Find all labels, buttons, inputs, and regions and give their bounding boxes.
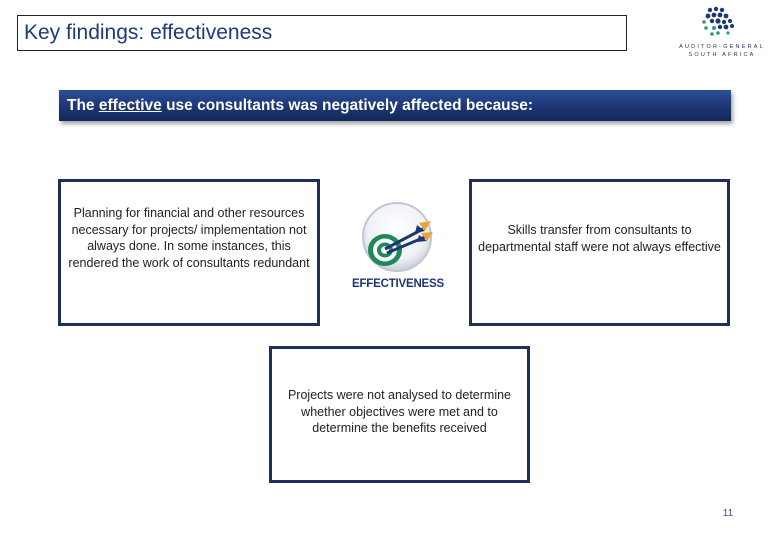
slide-title: Key findings: effectiveness: [17, 15, 627, 51]
findings-banner: [59, 90, 731, 121]
logo-line-2: SOUTH AFRICA: [688, 52, 756, 58]
finding-card-projects-analysis: [269, 346, 530, 483]
banner-suffix: use consultants was negatively affected because:: [161, 96, 534, 114]
banner-underlined-word: effective: [98, 96, 162, 114]
banner-prefix: The: [67, 96, 99, 114]
finding-text: Projects were not analysed to determine whether objectives were met and to determine the benefits received: [287, 388, 512, 435]
logo-dots: [706, 7, 734, 30]
finding-card-skills-transfer: [469, 179, 730, 326]
finding-card-planning: [58, 179, 320, 326]
finding-text: Planning for financial and other resources necessary for projects/ implementation not always done. In some instances, this rendered the work of consultants redundant: [68, 206, 310, 270]
logo-line-1: AUDITOR-GENERAL: [679, 44, 765, 50]
page-number: 11: [722, 508, 734, 519]
effectiveness-label: EFFECTIVENESS: [352, 278, 444, 290]
finding-text: Skills transfer from consultants to departmental staff were not always effective: [478, 223, 721, 254]
